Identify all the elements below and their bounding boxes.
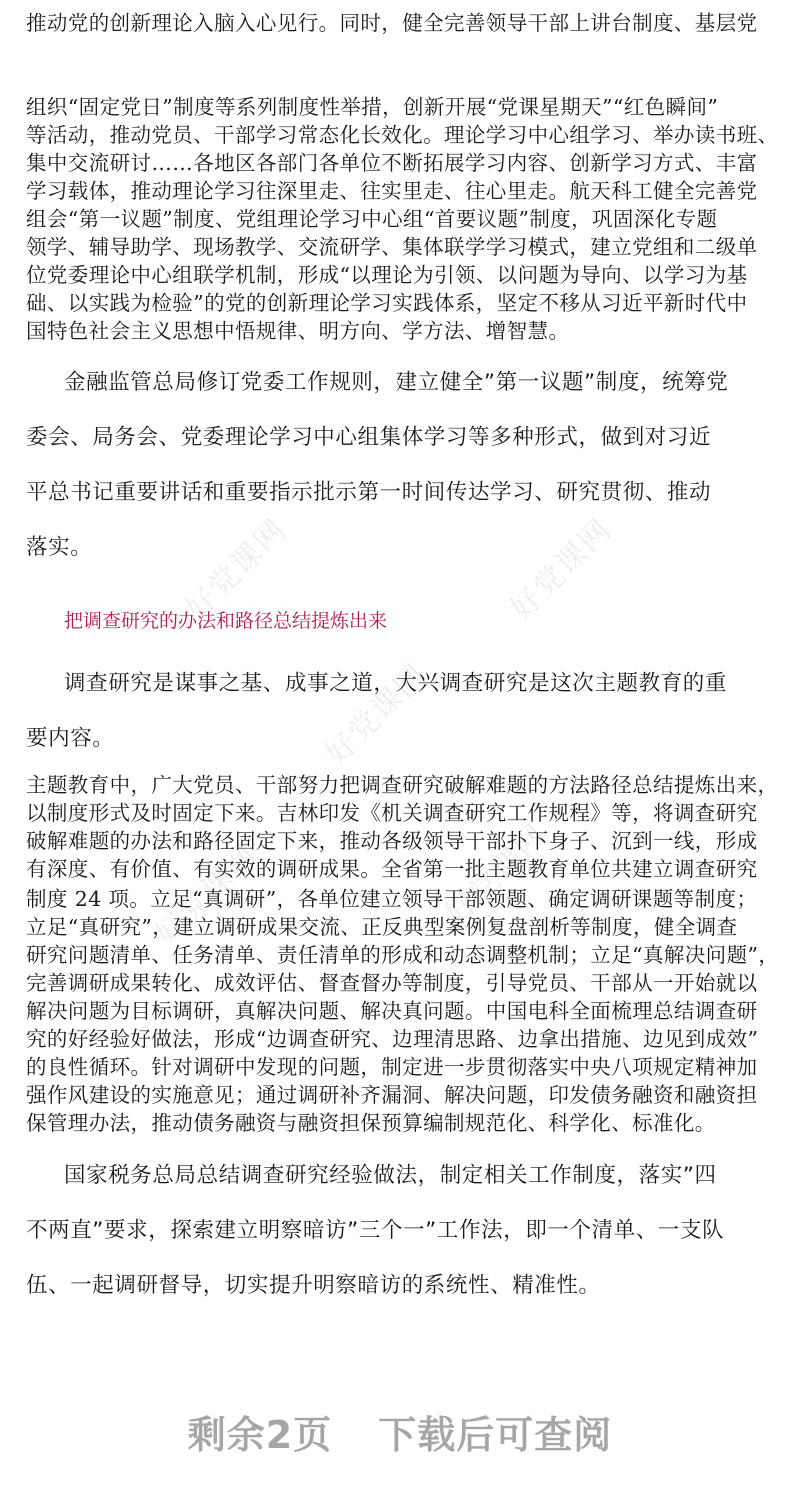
paragraph-line: 组会“第一议题”制度、党组理论学习中心组“首要议题”制度，巩固深化专题 <box>26 207 718 231</box>
paragraph-line: 不两直”要求，探索建立明察暗访”三个一”工作法，即一个清单、一支队 <box>26 1218 725 1243</box>
paragraph-line: 国特色社会主义思想中悟规律、明方向、学方法、增智慧。 <box>26 319 570 343</box>
paragraph-line: 以制度形式及时固定下来。吉林印发《机关调查研究工作规程》等，将调查研究 <box>26 801 758 825</box>
paragraph-line: 研究问题清单、任务清单、责任清单的形成和动态调整机制；立足“真解决问题”， <box>26 943 780 967</box>
paragraph-line: 组织“固定党日”制度等系列制度性举措，创新开展“党课星期天”“红色瞬间” <box>26 95 719 119</box>
paragraph-line: 要内容。 <box>26 726 115 751</box>
watermark: 好党课网 <box>148 836 265 953</box>
paragraph-line: 完善调研成果转化、成效评估、督查督办等制度，引导党员、干部从一开始就以 <box>26 971 758 995</box>
watermark: 好党课网 <box>438 816 555 933</box>
paragraph-line: 国家税务总局总结调查研究经验做法，制定相关工作制度，落实”四 <box>64 1163 717 1188</box>
paragraph-line: 委会、局务会、党委理论学习中心组集体学习等多种形式，做到对习近 <box>26 425 712 450</box>
paragraph-line: 础、以实践为检验”的党的创新理论学习实践体系，坚定不移从习近平新时代中 <box>26 291 748 315</box>
paragraph-line: 位党委理论中心组联学机制，形成“以理论为引领、以问题为导向、以学习为基 <box>26 263 748 287</box>
paragraph-line: 推动党的创新理论入脑入心见行。同时，健全完善领导干部上讲台制度、基层党 <box>26 11 758 35</box>
paragraph-line: 等活动，推动党员、干部学习常态化长效化。理论学习中心组学习、举办读书班、 <box>26 123 779 147</box>
paragraph-line: 保管理办法，推动债务融资与融资担保预算编制规范化、科学化、标准化。 <box>26 1111 716 1135</box>
watermark: 好党课网 <box>178 511 295 628</box>
paragraph-line: 调查研究是谋事之基、成事之道，大兴调查研究是这次主题教育的重 <box>64 671 728 696</box>
download-prompt-banner[interactable] <box>0 1404 800 1459</box>
paragraph-line: 立足“真研究”，建立调研成果交流、正反典型案例复盘剖析等制度，健全调查 <box>26 915 738 939</box>
watermark: 好党课网 <box>318 656 435 773</box>
paragraph-line: 集中交流研讨……各地区各部门各单位不断拓展学习内容、创新学习方式、丰富 <box>26 151 758 175</box>
paragraph-line: 破解难题的办法和路径固定下来，推动各级领导干部扑下身子、沉到一线，形成 <box>26 829 758 853</box>
download-to-view-label[interactable]: 下载后可查阅 <box>378 1413 613 1457</box>
paragraph-line: 主题教育中，广大党员、干部努力把调查研究破解难题的方法路径总结提炼出来， <box>26 773 779 797</box>
paragraph-line: 落实。 <box>26 535 93 560</box>
paragraph-line: 制度 24 项。立足“真调研”，各单位建立领导干部领题、确定调研课题等制度； <box>26 887 758 911</box>
paragraph-line: 学习载体，推动理论学习往深里走、往实里走、往心里走。航天科工健全完善党 <box>26 179 758 203</box>
paragraph-line: 的良性循环。针对调研中发现的问题，制定进一步贯彻落实中央八项规定精神加 <box>26 1055 758 1079</box>
paragraph-line: 强作风建设的实施意见；通过调研补齐漏洞、解决问题，印发债务融资和融资担 <box>26 1083 758 1107</box>
paragraph-line: 领学、辅导助学、现场教学、交流研学、集体联学学习模式，建立党组和二级单 <box>26 235 758 259</box>
watermark: 好党课网 <box>503 511 620 628</box>
remaining-pages-label: 剩余2页 <box>187 1413 333 1457</box>
paragraph-line: 伍、一起调研督导，切实提升明察暗访的系统性、精准性。 <box>26 1273 601 1298</box>
section-heading: 把调查研究的办法和路径总结提炼出来 <box>64 610 388 632</box>
paragraph-line: 有深度、有价值、有实效的调研成果。全省第一批主题教育单位共建立调查研究 <box>26 857 758 881</box>
paragraph-line: 平总书记重要讲话和重要指示批示第一时间传达学习、研究贯彻、推动 <box>26 480 712 505</box>
paragraph-line: 金融监管总局修订党委工作规则，建立健全”第一议题”制度，统筹党 <box>64 370 729 395</box>
paragraph-line: 究的好经验好做法，形成“边调查研究、边理清思路、边拿出措施、边见到成效” <box>26 1027 759 1051</box>
paragraph-line: 解决问题为目标调研，真解决问题、解决真问题。中国电科全面梳理总结调查研 <box>26 999 758 1023</box>
